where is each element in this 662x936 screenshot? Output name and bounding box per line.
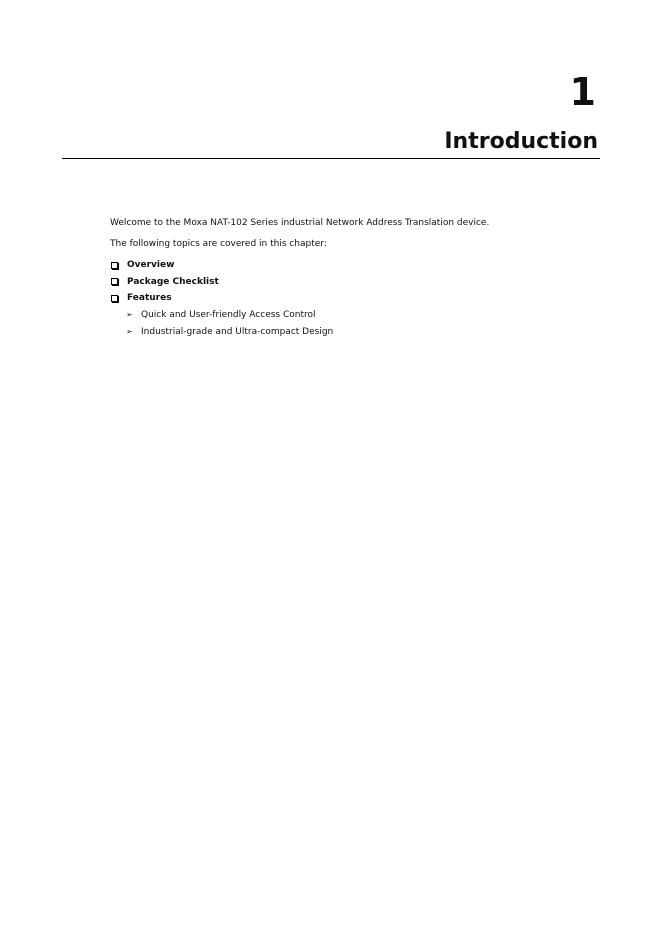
intro-paragraph: Welcome to the Moxa NAT-102 Series industrial Network Address Translation device. xyxy=(110,218,490,228)
arrow-bullet-icon: ➢ xyxy=(126,310,133,319)
chapter-number: 1 xyxy=(569,70,596,114)
arrow-bullet-icon: ➢ xyxy=(126,327,133,336)
title-divider xyxy=(62,158,600,159)
topics-list xyxy=(110,259,219,309)
topic-item-overview xyxy=(110,259,219,271)
chapter-title: Introduction xyxy=(444,129,598,154)
topics-lead-paragraph: The following topics are covered in this chapter: xyxy=(110,239,327,249)
subtopic-label: Industrial-grade and Ultra-compact Design xyxy=(141,327,334,337)
topic-item-features xyxy=(110,292,219,304)
checkbox-icon xyxy=(111,295,118,302)
subtopic-label: Quick and User-friendly Access Control xyxy=(141,310,316,320)
topic-item-package-checklist xyxy=(110,276,219,288)
topic-label: Package Checklist xyxy=(127,276,219,287)
features-subtopics-list xyxy=(126,309,333,343)
topic-label: Features xyxy=(127,293,172,303)
topic-label: Overview xyxy=(127,260,175,270)
checkbox-icon xyxy=(111,262,118,269)
subtopic-item xyxy=(126,326,333,338)
subtopic-item xyxy=(126,309,333,321)
checkbox-icon xyxy=(111,278,118,285)
